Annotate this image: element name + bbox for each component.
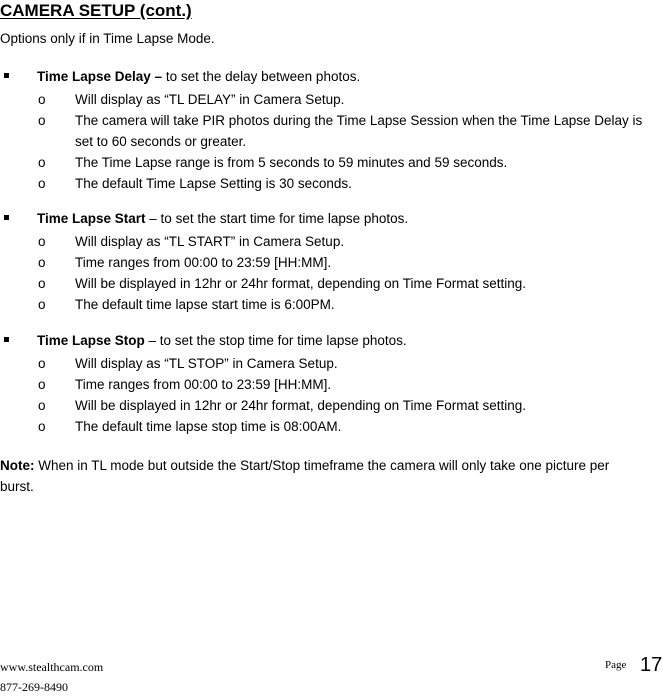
page-label: Page (605, 659, 627, 671)
note-label: Note: (0, 458, 35, 473)
section-description: – to set the start time for time lapse photos. (145, 211, 409, 226)
circle-bullet-icon: o (38, 113, 46, 128)
circle-bullet-icon: o (38, 176, 46, 191)
list-item-text: The default time lapse stop time is 08:00AM. (75, 419, 342, 434)
list-item-text: The default Time Lapse Setting is 30 seconds. (75, 176, 352, 191)
section-bullet (0, 68, 663, 89)
section-bullet (0, 210, 663, 231)
list-item-text: The default time lapse start time is 6:00PM. (75, 297, 335, 312)
section-heading: Time Lapse Start (37, 211, 146, 226)
circle-bullet-icon: o (38, 297, 46, 312)
circle-bullet-icon: o (38, 255, 46, 270)
square-bullet-icon (4, 73, 9, 78)
list-item (0, 89, 663, 110)
list-item (0, 273, 663, 294)
list-item-text: Will display as “TL DELAY” in Camera Setup. (75, 92, 345, 107)
footer-website: www.stealthcam.com (0, 660, 104, 674)
list-item (0, 110, 663, 152)
square-bullet-icon (4, 337, 9, 342)
circle-bullet-icon: o (38, 276, 46, 291)
list-item (0, 173, 663, 194)
list-item (0, 416, 663, 437)
list-item (0, 231, 663, 252)
list-item-text: Time ranges from 00:00 to 23:59 [HH:MM]. (75, 377, 332, 392)
list-item (0, 294, 663, 315)
list-item (0, 252, 663, 273)
circle-bullet-icon: o (38, 419, 46, 434)
circle-bullet-icon: o (38, 398, 46, 413)
list-item-text: Will display as “TL START” in Camera Setup. (75, 234, 345, 249)
footer-contact (0, 657, 103, 697)
intro-text: Options only if in Time Lapse Mode. (0, 31, 215, 46)
list-item (0, 395, 663, 416)
circle-bullet-icon: o (38, 92, 46, 107)
list-item (0, 353, 663, 374)
section-heading: Time Lapse Stop (37, 333, 145, 348)
note-paragraph (0, 455, 640, 497)
list-item (0, 374, 663, 395)
list-item-text: Time ranges from 00:00 to 23:59 [HH:MM]. (75, 255, 332, 270)
list-item-text: Will be displayed in 12hr or 24hr format, depending on Time Format setting. (75, 276, 526, 291)
circle-bullet-icon: o (38, 155, 46, 170)
section-bullet (0, 332, 663, 353)
list-item-text: The Time Lapse range is from 5 seconds to 59 minutes and 59 seconds. (75, 155, 508, 170)
square-bullet-icon (4, 215, 9, 220)
section-time-lapse-start (0, 210, 663, 315)
circle-bullet-icon: o (38, 377, 46, 392)
page-number: 17 (640, 654, 663, 676)
list-item-text: The camera will take PIR photos during the Time Lapse Session when the Time Lapse Delay is set to 60 seconds or greater. (75, 113, 643, 149)
section-description: to set the delay between photos. (162, 69, 361, 84)
page-title: CAMERA SETUP (cont.) (0, 1, 192, 20)
circle-bullet-icon: o (38, 356, 46, 371)
section-description: – to set the stop time for time lapse photos. (144, 333, 407, 348)
section-time-lapse-delay (0, 68, 663, 194)
circle-bullet-icon: o (38, 234, 46, 249)
section-heading: Time Lapse Delay – (37, 69, 163, 84)
list-item-text: Will be displayed in 12hr or 24hr format, depending on Time Format setting. (75, 398, 526, 413)
note-text: When in TL mode but outside the Start/Stop timeframe the camera will only take one picture per burst. (0, 458, 610, 494)
list-item (0, 152, 663, 173)
footer-phone: 877-269-8490 (0, 680, 68, 694)
section-time-lapse-stop (0, 332, 663, 437)
list-item-text: Will display as “TL STOP” in Camera Setup. (75, 356, 338, 371)
